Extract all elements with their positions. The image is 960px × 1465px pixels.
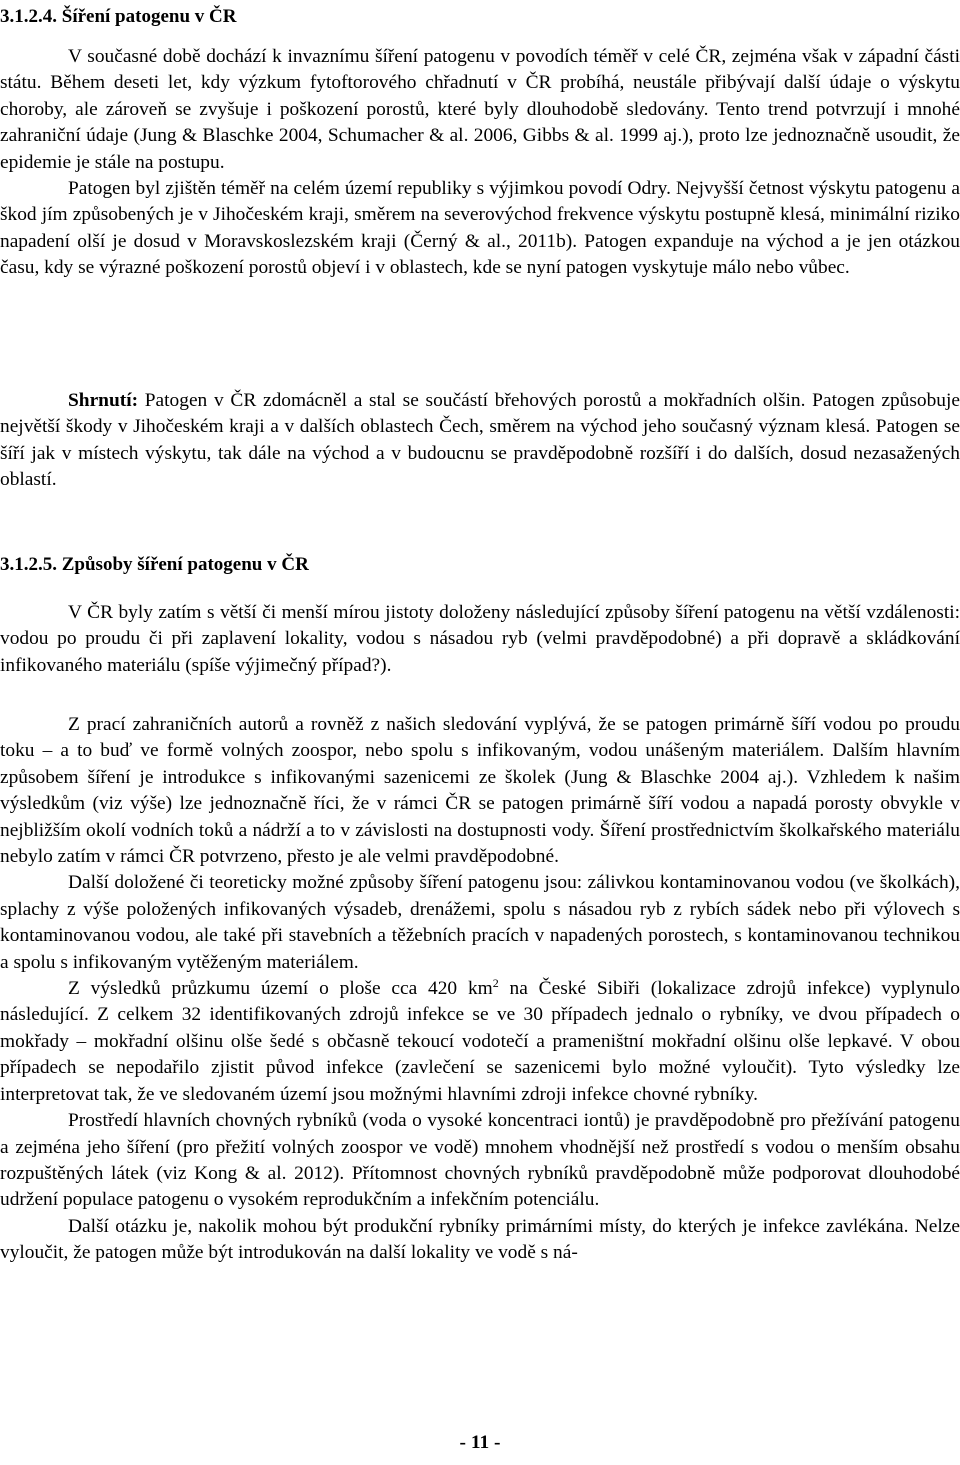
summary-paragraph bbox=[0, 388, 960, 494]
summary-label: Shrnutí: bbox=[68, 390, 139, 411]
paragraph-spread-intro: V současné době dochází k invaznímu šíření patogenu v povodích téměř v celé ČR, zejména však v západní části státu. Během deseti let, kdy výzkum fytoftorového chřadnutí v ČR probíhá, neustále přibývají další údaje o výskytu choroby, ale zároveň se zvyšuje i poškození porostů, které byly dlouhodobě sledovány. Tento trend potvrzují i mnohé zahraniční údaje (Jung & Blaschke 2004, Schumacher & al. 2006, Gibbs & al. 1999 aj.), proto lze jednoznačně usoudit, že epidemie je stále na postupu. bbox=[0, 46, 960, 173]
paragraph-spread-distribution: Patogen byl zjištěn téměř na celém území republiky s výjimkou povodí Odry. Nejvyšší četnost výskytu patogenu a škod jím způsobených je v Jihočeském kraji, směrem na severovýchod frekvence výskytu postupně klesá, minimální riziko napadení olší je dosud v Moravskoslezském kraji (Černý & al., 2011b). Patogen expanduje na východ a je jen otázkou času, kdy se výrazné poškození porostů objeví i v oblastech, kde se nyní patogen vyskytuje málo nebo vůbec. bbox=[0, 178, 960, 279]
paragraph-survey-results bbox=[0, 976, 960, 1108]
section-body-spread bbox=[0, 44, 960, 282]
survey-text-end: na České Sibiři (lokalizace zdrojů infekce) vyplynulo následující. Z celkem 32 identifikovaných zdrojů infekce se ve 30 případech jednalo o rybníky, ve dvou případech o mokřady – mokřadní olšinu olše šedé s občasně tekoucí vodotečí a prameništní mokřadní olšinu olše lepkavé. V obou případech se nepodařilo zjistit původ infekce (zavlečení se sazenicemi bylo možné vyloučit). Tyto výsledky lze interpretovat tak, že ve sledovaném území jsou možnými hlavními zdroji infekce chovné rybníky. bbox=[0, 978, 960, 1105]
section-heading-spread: 3.1.2.4. Šíření patogenu v ČR bbox=[0, 6, 237, 27]
paragraph-fish-ponds: Prostředí hlavních chovných rybníků (voda o vysoké koncentraci iontů) je pravděpodobně pro přežívání patogenu a zejména jeho šíření (pro přežití volných zoospor ve vodě) mnohem vhodnější než prostředí s vodou o menším obsahu rozpuštěných látek (viz Kong & al. 2012). Přítomnost chovných rybníků pravděpodobně může podporovat dlouhodobé udržení populace patogenu o vysokém reprodukčním a infekčním potenciálu. bbox=[0, 1110, 960, 1211]
summary-block bbox=[0, 388, 960, 494]
page-number: - 11 - bbox=[459, 1432, 501, 1453]
paragraph-ways-intro: V ČR byly zatím s větší či menší mírou jistoty doloženy následující způsoby šíření patogenu na větší vzdálenosti: vodou po proudu či při zaplavení lokality, vodou s násadou ryb (velmi pravděpodobné) a při dopravě a skládkování infikovaného materiálu (spíše výjimečný případ?). bbox=[0, 602, 960, 676]
paragraph-other-ways: Další doložené či teoreticky možné způsoby šíření patogenu jsou: zálivkou kontaminovanou vodou (ve školkách), splachy z výše položených infikovaných výsadeb, drenážemi, spolu s násadou ryb z rybích sádek nebo při výlovech s kontaminovanou vodou, ale také při stavebních a těžebních pracích v napadených porostech, s kontaminovanou technikou a spolu s infikovaným vytěženým materiálem. bbox=[0, 872, 960, 973]
paragraph-production-ponds: Další otázku je, nakolik mohou být produkční rybníky primárními místy, do kterých je infekce zavlékána. Nelze vyloučit, že patogen může být introdukován na další lokality ve vodě s ná- bbox=[0, 1215, 960, 1264]
paragraph-water-spread: Z prací zahraničních autorů a rovněž z našich sledování vyplývá, že se patogen primárně šíří vodou po proudu toku – a to buď ve formě volných zoospor, nebo spolu s infikovaným, vodou unášeným materiálem. Dalším hlavním způsobem šíření je introdukce s infikovanými sazenicemi ze školek (Jung & Blaschke 2004 aj.). Vzhledem k našim výsledkům (viz výše) lze jednoznačně říci, že v rámci ČR se patogen primárně šíří vodou a napadá porosty obvykle v nejbližším okolí vodních toků a nádrží a to v závislosti na dostupnosti vody. Šíření prostřednictvím školkařského materiálu nebylo zatím v rámci ČR potvrzeno, přesto je ale velmi pravděpodobné. bbox=[0, 714, 960, 868]
summary-text: Patogen v ČR zdomácněl a stal se součástí břehových porostů a mokřadních olšin. Patogen způsobuje největší škody v Jihočeském kraji a v dalších oblastech Čech, směrem na východ jeho současný význam klesá. Patogen se šíří jak v místech výskytu, tak dále na východ a v budoucnu se pravděpodobně rozšíří i do dalších, dosud nezasažených oblastí. bbox=[0, 390, 960, 491]
survey-text-start: Z výsledků průzkumu území o ploše cca 420 km bbox=[68, 978, 493, 1000]
ways-body-block bbox=[0, 712, 960, 1267]
ways-intro-block bbox=[0, 600, 960, 679]
area-unit-superscript: 2 bbox=[492, 976, 499, 991]
section-heading-ways: 3.1.2.5. Způsoby šíření patogenu v ČR bbox=[0, 554, 309, 575]
